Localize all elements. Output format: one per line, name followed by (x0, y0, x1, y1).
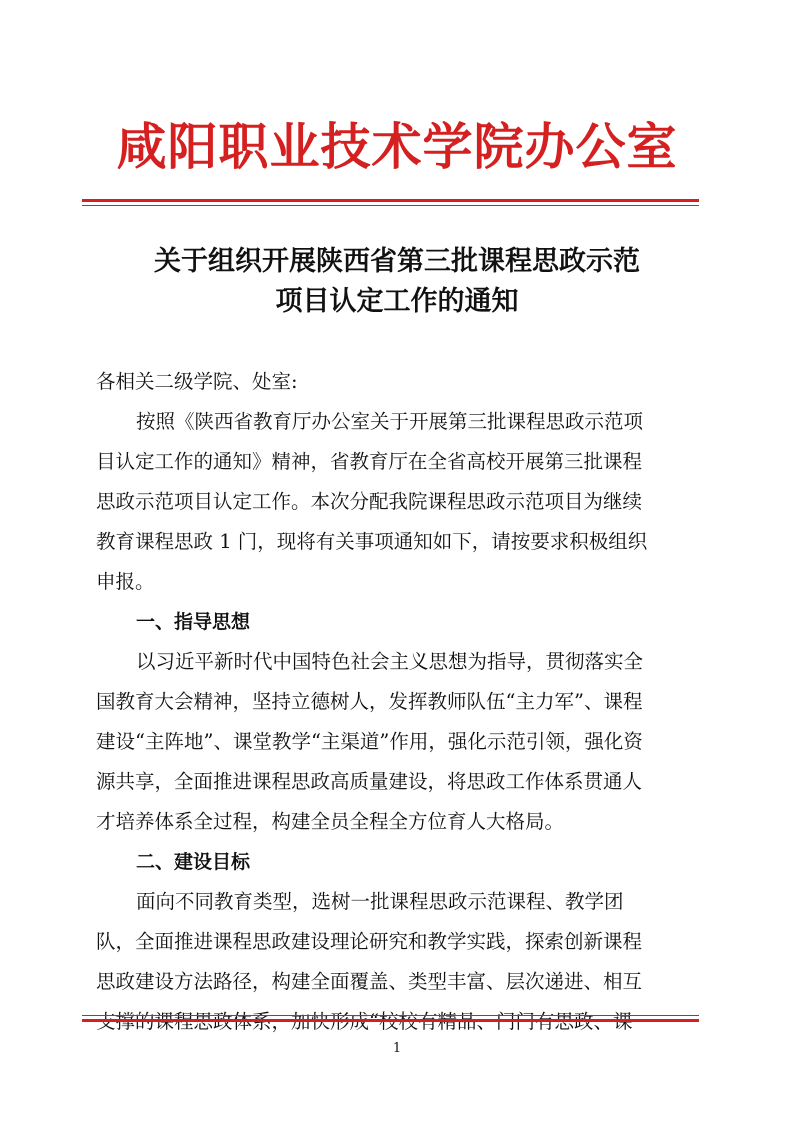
document-title (0, 242, 794, 322)
header-rule-thin (82, 205, 699, 206)
footer-rule-thin (82, 1015, 699, 1016)
paragraph-2-line: 源共享，全面推进课程思政高质量建设，将思政工作体系贯通人 (96, 770, 643, 793)
paragraph-2-line: 建设“主阵地”、课堂教学“主渠道”作用，强化示范引领，强化资 (96, 730, 643, 753)
section-heading-guiding-ideology: 一、指导思想 (136, 611, 251, 633)
title-line-1: 关于组织开展陕西省第三批课程思政示范 (154, 246, 640, 277)
document-body (96, 362, 690, 1042)
paragraph-3-line (96, 1002, 690, 1042)
header-rule-thick (82, 199, 699, 202)
section-heading-construction-goals: 二、建设目标 (136, 851, 251, 873)
salutation: 各相关二级学院、处室: (96, 370, 298, 393)
footer-rule-thick (82, 1019, 699, 1022)
paragraph-2-line: 国教育大会精神，坚持立德树人，发挥教师队伍“主力军”、课程 (96, 690, 643, 713)
paragraph-3-line: 思政建设方法路径，构建全面覆盖、类型丰富、层次递进、相互 (96, 970, 643, 993)
page-number: 1 (392, 1041, 402, 1056)
paragraph-2-line: 以习近平新时代中国特色社会主义思想为指导，贯彻落实全 (136, 650, 644, 673)
paragraph-1-line: 目认定工作的通知》精神，省教育厅在全省高校开展第三批课程 (96, 450, 643, 473)
paragraph-1-line: 思政示范项目认定工作。本次分配我院课程思政示范项目为继续 (96, 490, 643, 513)
paragraph-1-line: 申报。 (96, 570, 155, 593)
paragraph-3-line: 队，全面推进课程思政建设理论研究和教学实践，探索创新课程 (96, 930, 643, 953)
org-header: 咸阳职业技术学院办公室 (116, 117, 678, 176)
paragraph-1-line: 教育课程思政 1 门，现将有关事项通知如下，请按要求积极组织 (96, 530, 648, 553)
paragraph-2-line: 才培养体系全过程，构建全员全程全方位育人大格局。 (96, 810, 565, 833)
paragraph-1-line: 按照《陕西省教育厅办公室关于开展第三批课程思政示范项 (136, 410, 644, 433)
title-line-2: 项目认定工作的通知 (275, 286, 519, 317)
paragraph-3-line: 面向不同教育类型，选树一批课程思政示范课程、教学团 (136, 890, 624, 913)
